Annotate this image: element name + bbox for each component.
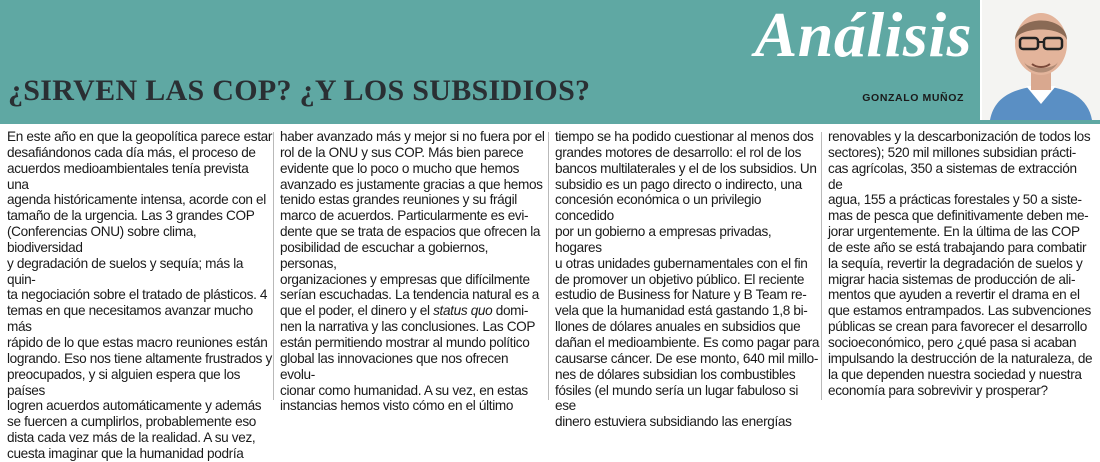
author-photo [980, 0, 1100, 120]
section-title: Análisis [754, 0, 972, 70]
article-column-2: haber avanzado más y mejor si no fuera por el rol de la ONU y sus COP. Más bien parece evidente que lo poco o mucho que hemos avanzado es justamente gracias a que hemos tenido estas grandes reuniones y su frágil marco de acuerdos. Particularmente es evi- dente que se trata de espacios que ofrecen la posibilidad de escuchar a gobiernos, personas, organizaciones y empresas que difícilmente serían escuchadas. La tendencia natural es a que el poder, el dinero y el status quo domi- nen la narrativa y las conclusiones. Las COP están permitiendo mostrar al mundo político global las innovaciones que nos ofrecen evolu- cionar como humanidad. A su vez, en estas instancias hemos visto cómo en el último [280, 129, 545, 414]
article-body [0, 124, 1100, 461]
column-divider [273, 132, 274, 400]
article-column-3: tiempo se ha podido cuestionar al menos dos grandes motores de desarrollo: el rol de los bancos multilaterales y el de los subsidios. Un subsidio es un pago directo o indirecto, una concesión económica o un privilegio concedido por un gobierno a empresas privadas, hogares u otras unidades gubernamentales con el fin de promover un objetivo público. El reciente estudio de Business for Nature y B Team re- vela que la humanidad está gastando 1,8 bi- llones de dólares anuales en subsidios que dañan el medioambiente. Es como pagar para causarse cáncer. De ese monto, 640 mil millo- nes de dólares subsidian los combustibles fósiles (el mundo sería un lugar fabuloso si ese dinero estuviera subsidiando las energías [555, 129, 820, 430]
author-portrait-icon [982, 0, 1100, 120]
article-column-4: renovables y la descarbonización de todos los sectores); 520 mil millones subsidian prácti- cas agrícolas, 350 a sistemas de extracción de agua, 155 a prácticas forestales y 50 a siste- mas de pesca que definitivamente deben me- jorar urgentemente. En la última de las COP de este año se está trabajando para combatir la sequía, revertir la degradación de suelos y migrar hacia sistemas de producción de ali- mentos que ayuden a revertir el drama en el que estamos entrampados. Las subvenciones públicas se crean para favorecer el desarrollo socioeconómico, pero ¿qué pasa si acaban impulsando la destrucción de la naturaleza, de la que dependen nuestra sociedad y nuestra economía para sobrevivir y prosperar? [828, 129, 1093, 398]
italic-phrase: status quo [433, 303, 493, 319]
author-byline: GONZALO MUÑOZ [862, 92, 964, 104]
column-divider [548, 132, 549, 400]
article-column-1: En este año en que la geopolítica parece estar desafiándonos cada día más, el proceso de acuerdos medioambientales tenía prevista una agenda históricamente intensa, acorde con el tamaño de la urgencia. Las 3 grandes COP (Conferencias ONU) sobre clima, biodiversidad y degradación de suelos y sequía; más la quin- ta negociación sobre el tratado de plásticos. 4 temas en que necesitamos avanzar mucho más rápido de lo que estas macro reuniones están logrando. Eso nos tiene altamente frustrados y preocupados, y si alguien espera que los países logren acuerdos automáticamente y además se fuercen a cumplirlos, probablemente eso dista cada vez más de la realidad. A su vez, cuesta imaginar que la humanidad podría [7, 129, 273, 461]
column-divider [821, 132, 822, 400]
article-headline: ¿SIRVEN LAS COP? ¿Y LOS SUBSIDIOS? [8, 74, 591, 107]
